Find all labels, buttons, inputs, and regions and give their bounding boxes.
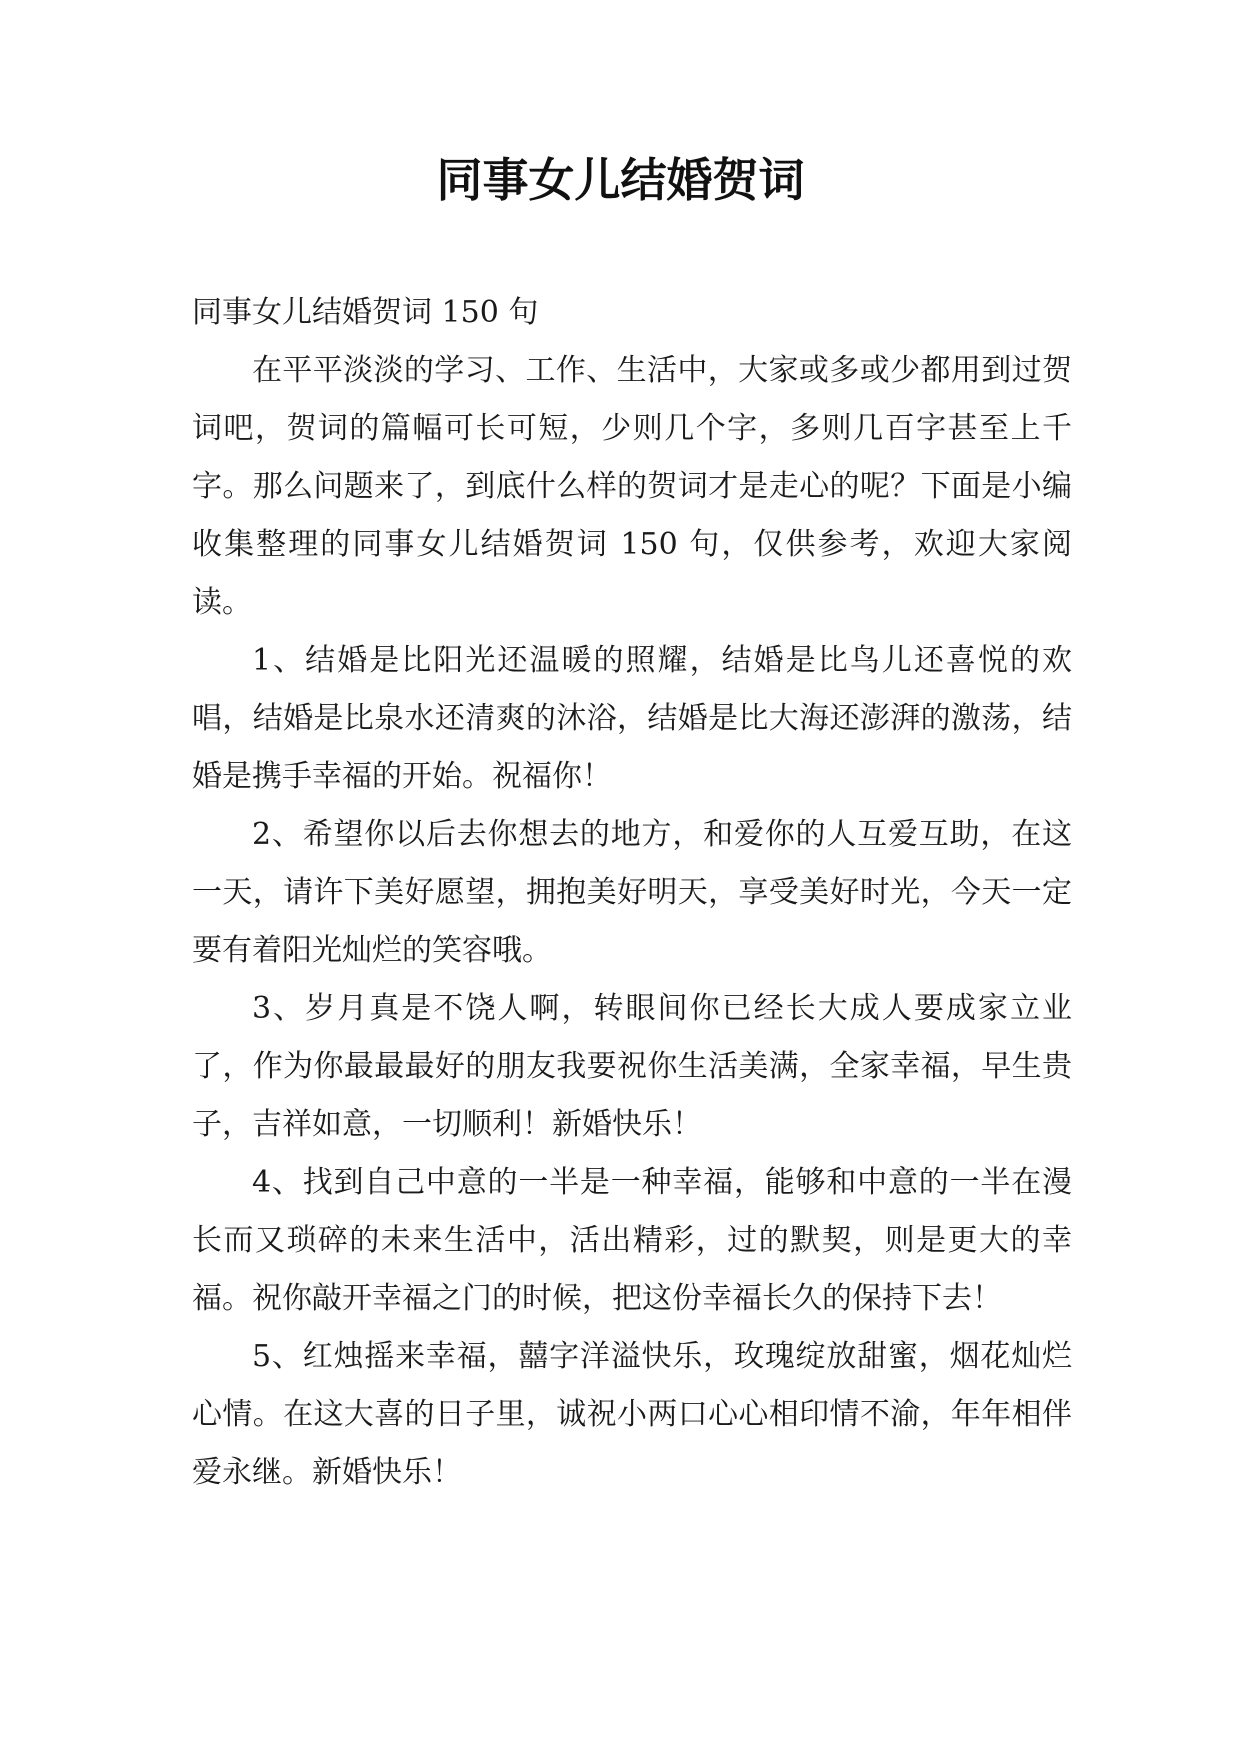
wish-paragraph-2: 2、希望你以后去你想去的地方，和爱你的人互爱互助，在这一天，请许下美好愿望，拥抱美好明天，享受美好时光，今天一定要有着阳光灿烂的笑容哦。 xyxy=(192,817,1072,968)
wish-paragraph-4: 4、找到自己中意的一半是一种幸福，能够和中意的一半在漫长而又琐碎的未来生活中，活出精彩，过的默契，则是更大的幸福。祝你敲开幸福之门的时候，把这份幸福长久的保持下去！ xyxy=(192,1165,1072,1316)
document-subtitle: 同事女儿结婚贺词 150 句 xyxy=(192,295,539,330)
wish-paragraph-1: 1、结婚是比阳光还温暖的照耀，结婚是比鸟儿还喜悦的欢唱，结婚是比泉水还清爽的沐浴，结婚是比大海还澎湃的激荡，结婚是携手幸福的开始。祝福你！ xyxy=(192,643,1072,794)
document-body xyxy=(192,284,1072,1502)
wish-paragraph-3: 3、岁月真是不饶人啊，转眼间你已经长大成人要成家立业了，作为你最最最好的朋友我要祝你生活美满，全家幸福，早生贵子，吉祥如意，一切顺利！新婚快乐！ xyxy=(192,991,1072,1142)
document-title: 同事女儿结婚贺词 xyxy=(436,153,805,207)
intro-paragraph: 在平平淡淡的学习、工作、生活中，大家或多或少都用到过贺词吧，贺词的篇幅可长可短，少则几个字，多则几百字甚至上千字。那么问题来了，到底什么样的贺词才是走心的呢？下面是小编收集整理的同事女儿结婚贺词 150 句，仅供参考，欢迎大家阅读。 xyxy=(192,353,1072,620)
wish-paragraph-5: 5、红烛摇来幸福，囍字洋溢快乐，玫瑰绽放甜蜜，烟花灿烂心情。在这大喜的日子里，诚祝小两口心心相印情不渝，年年相伴爱永继。新婚快乐！ xyxy=(192,1339,1072,1490)
